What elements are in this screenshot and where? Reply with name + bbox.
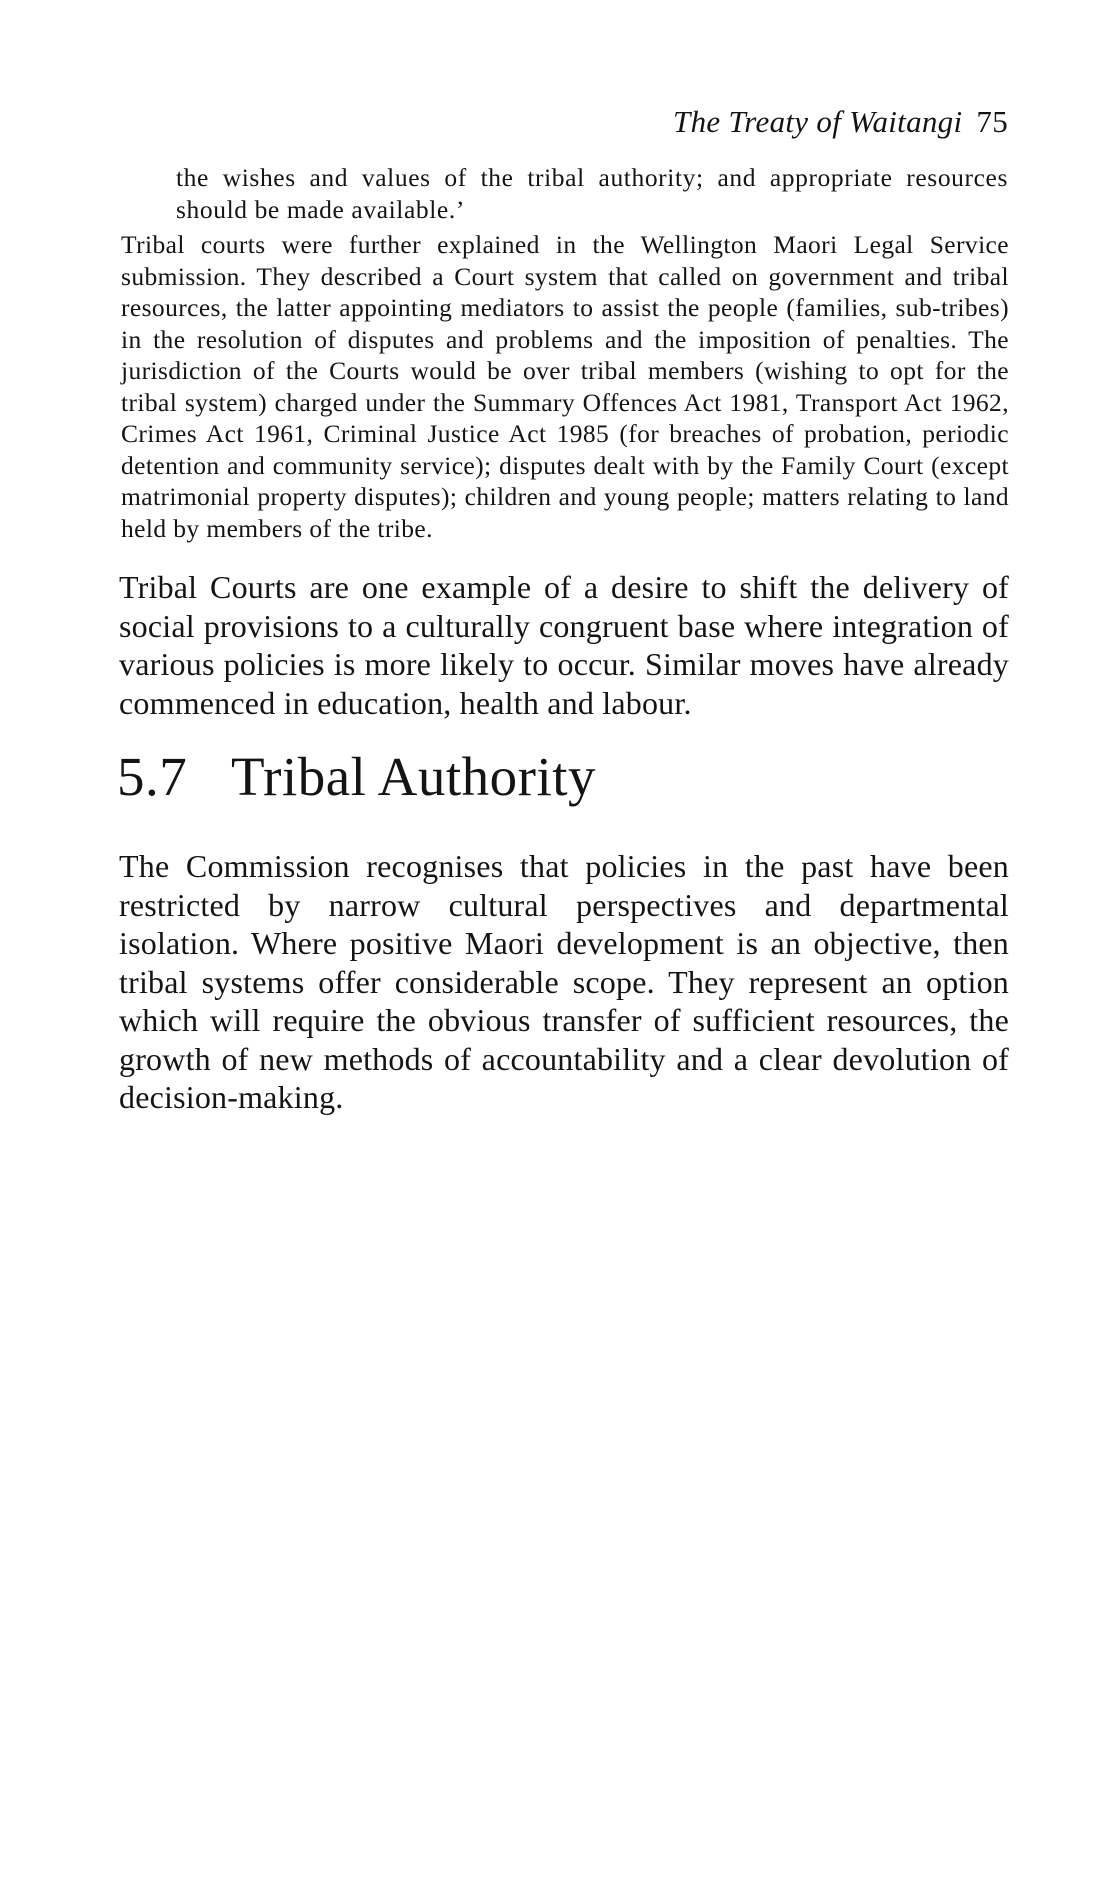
section-heading	[117, 745, 596, 809]
page-number: 75	[976, 104, 1008, 139]
paragraph-tribal-courts: Tribal courts were further explained in the Wellington Maori Legal Service submission. They described a Court system that called on government and tribal resources, the latter appointing mediators to assist the people (families, sub-tribes) in the resolution of disputes and problems and the imposition of penalties. The jurisdiction of the Courts would be over tribal members (wishing to opt for the tribal system) charged under the Summary Offences Act 1981, Transport Act 1962, Crimes Act 1961, Criminal Justice Act 1985 (for breaches of probation, periodic detention and community service); disputes dealt with by the Family Court (except matrimonial property disputes); children and young people; matters relating to land held by members of the tribe.	[121, 230, 1009, 543]
paragraph-social-provisions: Tribal Courts are one example of a desire to shift the delivery of social provisions to a culturally congruent base where integration of various policies is more likely to occur. Similar moves have already commenced in education, health and labour.	[119, 569, 1009, 721]
running-head-title: The Treaty of Waitangi	[673, 104, 963, 139]
running-head	[673, 104, 1008, 140]
paragraph-tribal-authority: The Commission recognises that policies in the past have been restricted by narrow cultural perspectives and departmental isolation. Where positive Maori development is an objective, then tribal systems offer considerable scope. They represent an option which will require the obvious transfer of sufficient resources, the growth of new methods of accountability and a clear devolution of decision-making.	[119, 848, 1009, 1115]
section-number: 5.7	[117, 746, 188, 807]
section-title: Tribal Authority	[231, 746, 597, 807]
quote-continuation: the wishes and values of the tribal authority; and appropriate resources should be made available.’	[176, 163, 1008, 224]
